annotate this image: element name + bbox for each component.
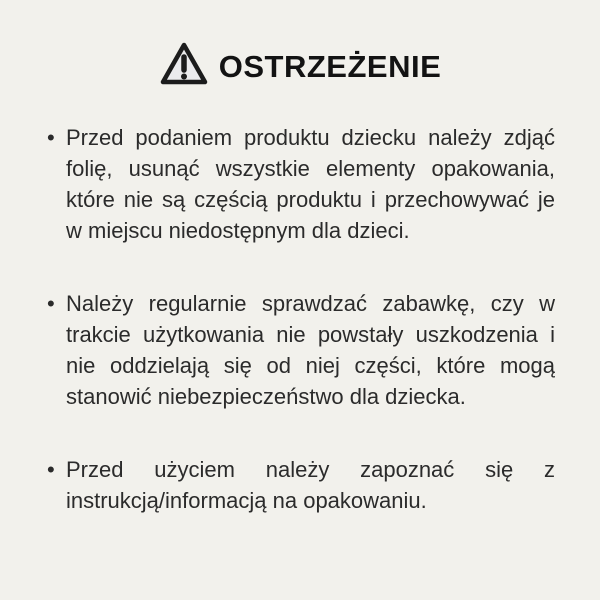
bullet-marker: •: [47, 457, 55, 482]
list-item: [47, 454, 555, 516]
warning-header: [45, 40, 555, 88]
list-item: [47, 288, 555, 412]
list-item: [47, 122, 555, 246]
warning-title: OSTRZEŻENIE: [218, 48, 442, 84]
bullet-marker: •: [47, 125, 55, 150]
warning-list: [45, 122, 555, 516]
bullet-marker: •: [47, 291, 55, 316]
list-item-text: Przed podaniem produktu dziecku należy zdjąć folię, usunąć wszystkie elementy opakowania, które nie są częścią produktu i przechowywać je w miejscu niedostępnym dla dzieci.: [66, 125, 555, 243]
list-item-text: Przed użyciem należy zapoznać się z instrukcją/informacją na opakowaniu.: [66, 457, 555, 513]
list-item-text: Należy regularnie sprawdzać zabawkę, czy w trakcie użytkowania nie powstały uszkodzenia i nie oddzielają się od niej części, które mogą stanowić niebezpieczeństwo dla dziecka.: [66, 291, 555, 409]
warning-triangle-icon: [159, 40, 209, 88]
